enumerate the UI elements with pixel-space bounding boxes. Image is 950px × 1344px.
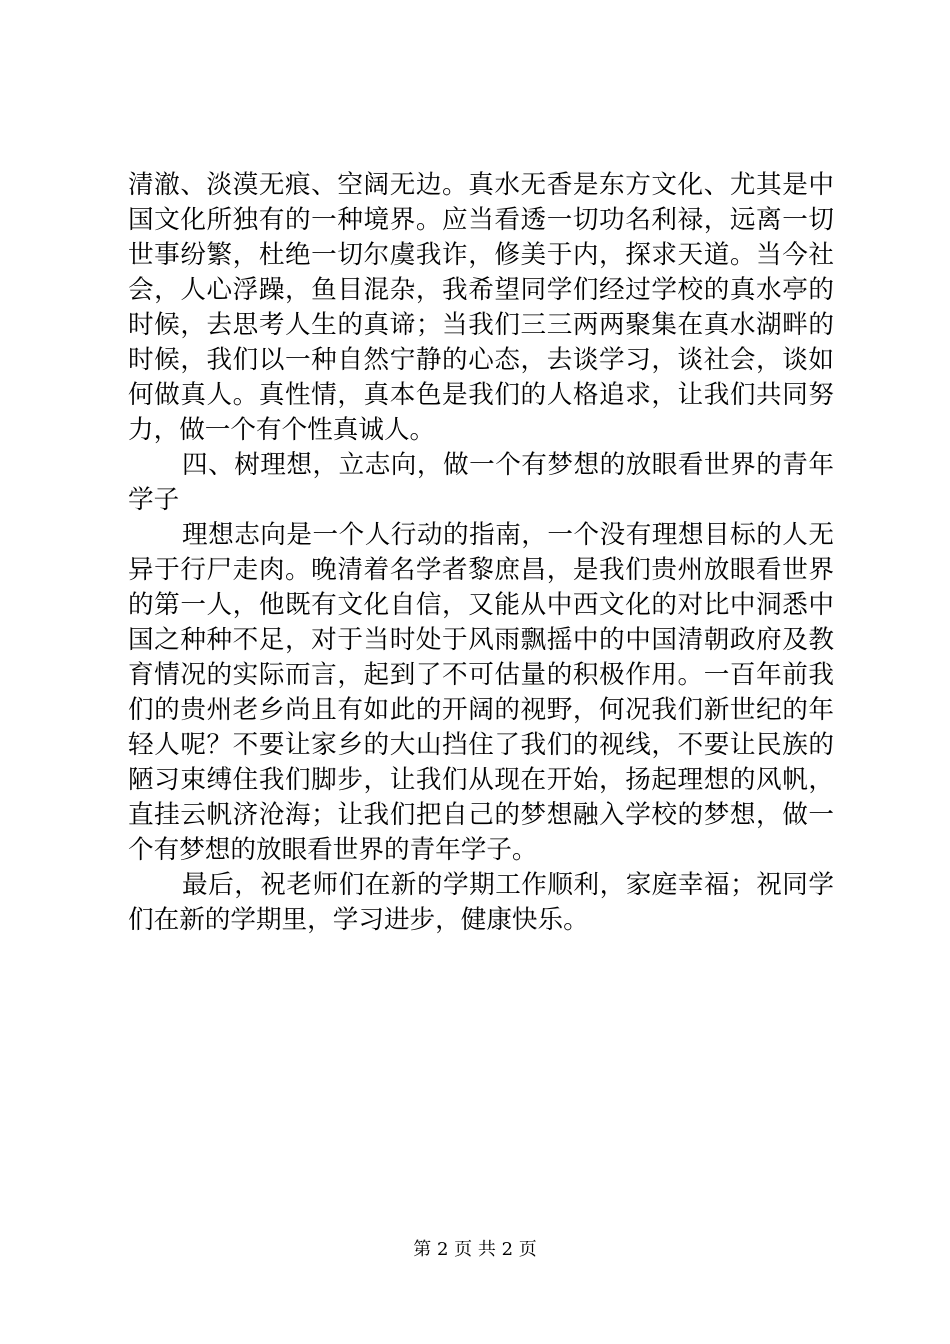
body-text [128, 168, 834, 938]
text-line: 们的贵州老乡尚且有如此的开阔的视野，何况我们新世纪的年 [128, 695, 834, 725]
text-line: 最后，祝老师们在新的学期工作顺利，家庭幸福；祝同学 [182, 870, 834, 900]
text-line: 国文化所独有的一种境界。应当看透一切功名利禄，远离一切 [128, 205, 834, 235]
text-line: 四、树理想，立志向，做一个有梦想的放眼看世界的青年 [182, 450, 834, 480]
text-line: 何做真人。真性情，真本色是我们的人格追求，让我们共同努 [128, 380, 834, 410]
text-line: 时候，我们以一种自然宁静的心态，去谈学习，谈社会，谈如 [128, 345, 834, 375]
paragraph-closing [128, 868, 834, 938]
paragraph-ideals [128, 518, 834, 868]
text-line: 国之种种不足，对于当时处于风雨飘摇中的中国清朝政府及教 [128, 625, 834, 655]
text-line: 轻人呢？不要让家乡的大山挡住了我们的视线，不要让民族的 [128, 730, 834, 760]
text-line: 会，人心浮躁，鱼目混杂，我希望同学们经过学校的真水亭的 [128, 275, 834, 305]
text-line: 清澈、淡漠无痕、空阔无边。真水无香是东方文化、尤其是中 [128, 170, 834, 200]
text-line: 时候，去思考人生的真谛；当我们三三两两聚集在真水湖畔的 [128, 310, 834, 340]
text-line: 陋习束缚住我们脚步，让我们从现在开始，扬起理想的风帆， [128, 765, 834, 795]
text-line: 的第一人，他既有文化自信，又能从中西文化的对比中洞悉中 [128, 590, 834, 620]
text-line: 世事纷繁，杜绝一切尔虞我诈，修美于内，探求天道。当今社 [128, 240, 834, 270]
text-line: 学子 [128, 485, 180, 515]
page-number-footer: 第 2 页 共 2 页 [413, 1239, 537, 1260]
text-line: 育情况的实际而言，起到了不可估量的积极作用。一百年前我 [128, 660, 834, 690]
text-line: 力，做一个有个性真诚人。 [128, 415, 436, 445]
text-line: 理想志向是一个人行动的指南，一个没有理想目标的人无 [182, 520, 834, 550]
text-line: 们在新的学期里，学习进步，健康快乐。 [128, 905, 589, 935]
text-line: 异于行尸走肉。晚清着名学者黎庶昌，是我们贵州放眼看世界 [128, 555, 834, 585]
section-heading-four [128, 448, 834, 518]
text-line: 个有梦想的放眼看世界的青年学子。 [128, 835, 538, 865]
text-line: 直挂云帆济沧海；让我们把自己的梦想融入学校的梦想，做一 [128, 800, 834, 830]
paragraph-true-water [128, 168, 834, 448]
